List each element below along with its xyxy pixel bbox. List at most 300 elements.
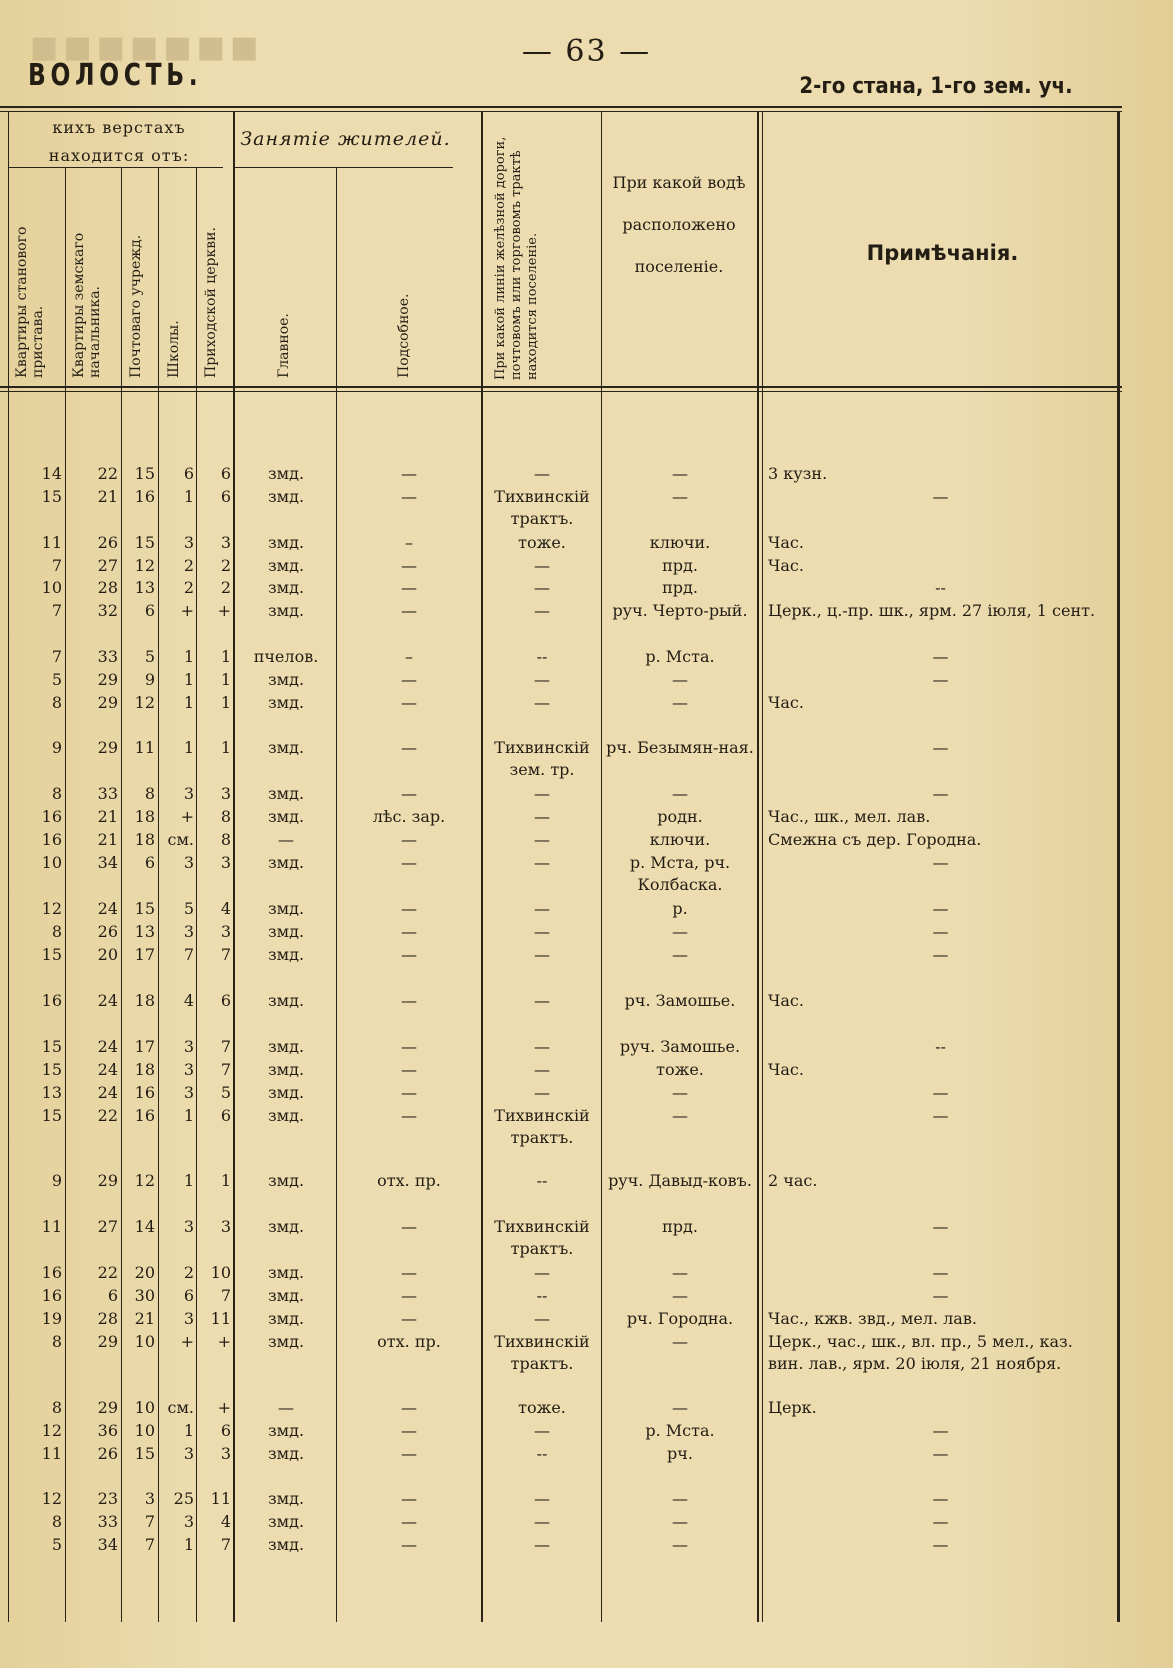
post-distance: 15 xyxy=(134,899,155,918)
aux-occupation: — xyxy=(401,1263,417,1282)
church-distance: 10 xyxy=(210,1263,231,1282)
zemsky-distance: 24 xyxy=(97,899,118,918)
water-body: — xyxy=(672,670,688,689)
school-distance: + xyxy=(180,601,194,620)
church-distance: 3 xyxy=(220,784,231,803)
school-distance: 1 xyxy=(183,738,194,757)
right-heading: 2-го стана, 1-го зем. уч. xyxy=(799,74,1073,99)
water-body: — xyxy=(672,1083,688,1102)
church-distance: 1 xyxy=(220,693,231,712)
school-distance: 1 xyxy=(183,1171,194,1190)
aux-occupation: — xyxy=(401,991,417,1010)
left-heading: ВОЛОСТЬ. xyxy=(28,58,203,93)
road-route: -- xyxy=(536,1171,548,1190)
main-occupation: змд. xyxy=(267,1037,305,1056)
aux-occupation: – xyxy=(405,533,413,552)
column-line xyxy=(336,168,337,1622)
stanovoy-distance: 12 xyxy=(41,1421,62,1440)
post-distance: 18 xyxy=(134,830,155,849)
notes-cell: — xyxy=(932,647,949,666)
water-body: руч. Замошье. xyxy=(619,1037,741,1056)
road-route: -- xyxy=(536,1444,548,1463)
notes-cell: — xyxy=(932,784,949,803)
zemsky-distance: 32 xyxy=(97,601,118,620)
post-distance: 12 xyxy=(134,693,155,712)
notes-cell: — xyxy=(932,670,949,689)
church-distance: + xyxy=(217,1332,231,1351)
school-distance: 3 xyxy=(183,853,194,872)
post-distance: 12 xyxy=(134,556,155,575)
school-distance: 3 xyxy=(183,1083,194,1102)
church-distance: 7 xyxy=(220,1286,231,1305)
water-body: — xyxy=(672,1398,688,1417)
post-distance: 16 xyxy=(134,487,155,506)
zemsky-distance: 26 xyxy=(97,922,118,941)
zemsky-distance: 6 xyxy=(107,1286,118,1305)
church-distance: 7 xyxy=(220,1037,231,1056)
zemsky-distance: 33 xyxy=(97,647,118,666)
road-route: — xyxy=(534,1512,550,1531)
column-line xyxy=(8,112,9,1622)
occupation-subrule xyxy=(233,167,453,168)
post-distance: 18 xyxy=(134,807,155,826)
water-body: — xyxy=(672,945,688,964)
notes-cell: 2 час. xyxy=(768,1171,818,1190)
road-route: Тихвинскій трактъ. xyxy=(494,1217,590,1258)
church-distance: 3 xyxy=(220,1217,231,1236)
road-route: -- xyxy=(536,1286,548,1305)
aux-occupation: — xyxy=(401,578,417,597)
notes-cell: Час. xyxy=(768,693,804,712)
aux-occupation: — xyxy=(401,1286,417,1305)
stanovoy-distance: 7 xyxy=(51,556,62,575)
zemsky-distance: 22 xyxy=(97,1263,118,1282)
water-body: — xyxy=(672,784,688,803)
church-distance: 1 xyxy=(220,670,231,689)
post-distance: 17 xyxy=(134,945,155,964)
main-occupation: змд. xyxy=(267,1421,305,1440)
zemsky-distance: 26 xyxy=(97,1444,118,1463)
church-header: Приходской церкви. xyxy=(203,227,219,378)
aux-occupation: — xyxy=(401,922,417,941)
stanovoy-distance: 8 xyxy=(51,1512,62,1531)
stanovoy-distance: 9 xyxy=(51,1171,62,1190)
stanovoy-distance: 7 xyxy=(51,601,62,620)
school-header: Школы. xyxy=(166,320,182,378)
road-route: — xyxy=(534,807,550,826)
church-distance: 6 xyxy=(220,464,231,483)
header-bottom-rule-thin xyxy=(0,391,1122,392)
church-distance: 8 xyxy=(220,830,231,849)
notes-cell: Час., кжв. звд., мел. лав. xyxy=(768,1309,977,1328)
water-body: — xyxy=(672,464,688,483)
church-distance: 1 xyxy=(220,738,231,757)
water-body: — xyxy=(672,1286,688,1305)
stanovoy-distance: 8 xyxy=(51,1398,62,1417)
school-distance: 4 xyxy=(183,991,194,1010)
zemsky-distance: 21 xyxy=(97,487,118,506)
notes-cell: Час. xyxy=(768,533,804,552)
road-route: — xyxy=(534,853,550,872)
aux-occupation: — xyxy=(401,601,417,620)
church-distance: 3 xyxy=(220,922,231,941)
post-distance: 30 xyxy=(134,1286,155,1305)
bleed-through-text: ■■■■■■■ xyxy=(30,30,264,65)
main-occupation: змд. xyxy=(267,1332,305,1351)
stanovoy-distance: 8 xyxy=(51,693,62,712)
water-body: — xyxy=(672,1535,688,1554)
school-distance: 1 xyxy=(183,647,194,666)
road-route: — xyxy=(534,601,550,620)
road-route: — xyxy=(534,1535,550,1554)
road-route: — xyxy=(534,991,550,1010)
water-body: рч. Безымян-ная. xyxy=(606,738,754,757)
church-distance: 5 xyxy=(220,1083,231,1102)
aux-occupation: — xyxy=(401,830,417,849)
occupation-header: Занятіе жителей. xyxy=(240,128,451,150)
main-occupation: змд. xyxy=(267,1171,305,1190)
school-distance: 3 xyxy=(183,1309,194,1328)
road-route: — xyxy=(534,945,550,964)
zemsky-distance: 33 xyxy=(97,1512,118,1531)
water-body: р. xyxy=(672,899,688,918)
aux-occupation: — xyxy=(401,1309,417,1328)
church-distance: 3 xyxy=(220,533,231,552)
post-distance: 12 xyxy=(134,1171,155,1190)
zemsky-distance: 24 xyxy=(97,1083,118,1102)
zemsky-distance: 24 xyxy=(97,1037,118,1056)
road-route: — xyxy=(534,1083,550,1102)
aux-occupation: — xyxy=(401,670,417,689)
main-occupation: змд. xyxy=(267,1060,305,1079)
church-distance: 6 xyxy=(220,487,231,506)
stanovoy-header: Квартиры станового пристава. xyxy=(14,226,46,378)
main-occupation: змд. xyxy=(267,1309,305,1328)
column-line xyxy=(601,112,602,1622)
main-occupation: змд. xyxy=(267,1217,305,1236)
church-distance: 3 xyxy=(220,853,231,872)
main-occupation: — xyxy=(278,1398,294,1417)
aux-occupation: отх. пр. xyxy=(377,1171,441,1190)
road-route: Тихвинскій трактъ. xyxy=(494,487,590,528)
water-body: руч. Давыд-ковъ. xyxy=(608,1171,752,1190)
stanovoy-distance: 11 xyxy=(41,1444,62,1463)
post-distance: 9 xyxy=(144,670,155,689)
page-number: — 63 — xyxy=(521,34,652,69)
school-distance: см. xyxy=(167,830,194,849)
school-distance: 3 xyxy=(183,784,194,803)
aux-occupation: — xyxy=(401,693,417,712)
church-distance: + xyxy=(217,1398,231,1417)
notes-cell: Церк., ц.-пр. шк., ярм. 27 іюля, 1 сент. xyxy=(768,601,1096,620)
post-distance: 15 xyxy=(134,464,155,483)
post-distance: 16 xyxy=(134,1083,155,1102)
main-occupation: змд. xyxy=(267,693,305,712)
stanovoy-distance: 16 xyxy=(41,991,62,1010)
church-distance: 6 xyxy=(220,1106,231,1125)
aux-occupation: — xyxy=(401,945,417,964)
column-line xyxy=(762,112,763,1622)
school-distance: 2 xyxy=(183,556,194,575)
post-distance: 17 xyxy=(134,1037,155,1056)
road-route: — xyxy=(534,670,550,689)
water-body: р. Мста. xyxy=(645,1421,715,1440)
main-occupation: змд. xyxy=(267,1444,305,1463)
notes-cell: Церк. xyxy=(768,1398,817,1417)
notes-cell: — xyxy=(932,1512,949,1531)
main-occupation: змд. xyxy=(267,578,305,597)
school-distance: 3 xyxy=(183,1217,194,1236)
post-distance: 18 xyxy=(134,1060,155,1079)
notes-cell: Церк., час., шк., вл. пр., 5 мел., каз. вин. лав., ярм. 20 іюля, 21 ноября. xyxy=(768,1332,1073,1373)
main-occupation: змд. xyxy=(267,533,305,552)
road-route: тоже. xyxy=(518,533,566,552)
zemsky-distance: 24 xyxy=(97,991,118,1010)
main-occupation: — xyxy=(278,830,294,849)
notes-cell: -- xyxy=(935,1037,946,1056)
notes-cell: — xyxy=(932,899,949,918)
school-distance: + xyxy=(180,1332,194,1351)
aux-occupation: — xyxy=(401,464,417,483)
post-distance: 7 xyxy=(144,1512,155,1531)
stanovoy-distance: 14 xyxy=(41,464,62,483)
road-route: — xyxy=(534,922,550,941)
church-distance: 6 xyxy=(220,991,231,1010)
stanovoy-distance: 19 xyxy=(41,1309,62,1328)
school-distance: 2 xyxy=(183,578,194,597)
notes-cell: — xyxy=(932,1421,949,1440)
school-distance: 6 xyxy=(183,1286,194,1305)
water-body: — xyxy=(672,487,688,506)
main-occupation: змд. xyxy=(267,601,305,620)
school-distance: 3 xyxy=(183,922,194,941)
water-body: — xyxy=(672,1263,688,1282)
water-body: рч. Замошье. xyxy=(624,991,736,1010)
road-route: — xyxy=(534,830,550,849)
church-distance: 11 xyxy=(210,1489,231,1508)
church-distance: 7 xyxy=(220,1060,231,1079)
water-body: рч. Городна. xyxy=(626,1309,734,1328)
zemsky-distance: 28 xyxy=(97,1309,118,1328)
church-distance: 3 xyxy=(220,1444,231,1463)
road-route: — xyxy=(534,578,550,597)
column-line xyxy=(481,112,483,1622)
road-route: Тихвинскій зем. тр. xyxy=(494,738,590,779)
zemsky-distance: 21 xyxy=(97,830,118,849)
stanovoy-distance: 8 xyxy=(51,922,62,941)
notes-cell: — xyxy=(932,1489,949,1508)
aux-occupation: — xyxy=(401,1037,417,1056)
church-distance: 7 xyxy=(220,1535,231,1554)
road-route: — xyxy=(534,1263,550,1282)
road-route: — xyxy=(534,784,550,803)
post-distance: 8 xyxy=(144,784,155,803)
water-body: рч. xyxy=(667,1444,693,1463)
stanovoy-distance: 13 xyxy=(41,1083,62,1102)
water-body: ключи. xyxy=(649,533,711,552)
aux-occupation: — xyxy=(401,556,417,575)
stanovoy-distance: 5 xyxy=(51,670,62,689)
notes-cell: -- xyxy=(935,578,946,597)
railway-header: При какой линіи желѣзной дороги, почтовомъ или торговомъ трактѣ находится поселеніе. xyxy=(493,136,540,380)
stanovoy-distance: 10 xyxy=(41,578,62,597)
post-distance: 21 xyxy=(134,1309,155,1328)
stanovoy-distance: 15 xyxy=(41,487,62,506)
zemsky-distance: 27 xyxy=(97,556,118,575)
post-distance: 10 xyxy=(134,1332,155,1351)
post-distance: 16 xyxy=(134,1106,155,1125)
water-body: руч. Черто-рый. xyxy=(612,601,748,620)
road-route: — xyxy=(534,899,550,918)
school-distance: 1 xyxy=(183,487,194,506)
header-bottom-rule xyxy=(0,386,1122,388)
zemsky-distance: 24 xyxy=(97,1060,118,1079)
aux-occupation: — xyxy=(401,1489,417,1508)
school-distance: 1 xyxy=(183,693,194,712)
notes-cell: 3 кузн. xyxy=(768,464,828,483)
aux-occupation: — xyxy=(401,1060,417,1079)
stanovoy-distance: 16 xyxy=(41,830,62,849)
road-route: тоже. xyxy=(518,1398,566,1417)
stanovoy-distance: 15 xyxy=(41,1106,62,1125)
notes-cell: — xyxy=(932,922,949,941)
zemsky-distance: 20 xyxy=(97,945,118,964)
column-line xyxy=(121,168,122,1622)
road-route: Тихвинскій трактъ. xyxy=(494,1106,590,1147)
stanovoy-distance: 5 xyxy=(51,1535,62,1554)
notes-cell: — xyxy=(932,1286,949,1305)
zemsky-distance: 26 xyxy=(97,533,118,552)
church-distance: 7 xyxy=(220,945,231,964)
road-route: — xyxy=(534,1060,550,1079)
aux-occupation: — xyxy=(401,899,417,918)
zemsky-distance: 28 xyxy=(97,578,118,597)
main-occupation: змд. xyxy=(267,1489,305,1508)
post-distance: 6 xyxy=(144,853,155,872)
main-occupation: змд. xyxy=(267,1535,305,1554)
notes-cell: Час. xyxy=(768,1060,804,1079)
stanovoy-distance: 10 xyxy=(41,853,62,872)
main-occupation: змд. xyxy=(267,487,305,506)
main-occupation: змд. xyxy=(267,1512,305,1531)
road-route: — xyxy=(534,693,550,712)
aux-occupation: — xyxy=(401,1535,417,1554)
notes-cell: — xyxy=(932,1444,949,1463)
notes-cell: Час. xyxy=(768,556,804,575)
post-distance: 10 xyxy=(134,1421,155,1440)
zemsky-distance: 36 xyxy=(97,1421,118,1440)
stanovoy-distance: 11 xyxy=(41,1217,62,1236)
water-body: родн. xyxy=(657,807,703,826)
school-distance: 3 xyxy=(183,1037,194,1056)
water-body: — xyxy=(672,1106,688,1125)
main-occupation: змд. xyxy=(267,853,305,872)
school-distance: + xyxy=(180,807,194,826)
post-distance: 11 xyxy=(134,738,155,757)
school-distance: 1 xyxy=(183,1106,194,1125)
road-route: Тихвинскій трактъ. xyxy=(494,1332,590,1373)
school-distance: 7 xyxy=(183,945,194,964)
water-body: — xyxy=(672,693,688,712)
zemsky-distance: 29 xyxy=(97,693,118,712)
road-route: — xyxy=(534,1037,550,1056)
post-distance: 13 xyxy=(134,922,155,941)
school-distance: 1 xyxy=(183,670,194,689)
stanovoy-distance: 15 xyxy=(41,945,62,964)
notes-cell: — xyxy=(932,1535,949,1554)
main-occupation: змд. xyxy=(267,899,305,918)
notes-cell: Смежна съ дер. Городна. xyxy=(768,830,982,849)
water-body: р. Мста. xyxy=(645,647,715,666)
stanovoy-distance: 8 xyxy=(51,784,62,803)
aux-occupation: — xyxy=(401,784,417,803)
road-route: — xyxy=(534,464,550,483)
church-distance: 11 xyxy=(210,1309,231,1328)
aux-occupation: — xyxy=(401,1106,417,1125)
church-distance: 1 xyxy=(220,1171,231,1190)
zemsky-distance: 27 xyxy=(97,1217,118,1236)
notes-cell: — xyxy=(932,1106,949,1125)
notes-cell: Час., шк., мел. лав. xyxy=(768,807,931,826)
main-occupation: змд. xyxy=(267,556,305,575)
post-distance: 3 xyxy=(144,1489,155,1508)
church-distance: + xyxy=(217,601,231,620)
column-line xyxy=(757,112,759,1622)
school-distance: 1 xyxy=(183,1421,194,1440)
zemsky-distance: 29 xyxy=(97,738,118,757)
main-occupation: змд. xyxy=(267,945,305,964)
notes-cell: — xyxy=(932,1263,949,1282)
aux-occupation: — xyxy=(401,1217,417,1236)
aux-occupation: — xyxy=(401,1444,417,1463)
water-body: р. Мста, рч. Колбаска. xyxy=(629,853,731,894)
zemsky-distance: 21 xyxy=(97,807,118,826)
main-occupation: змд. xyxy=(267,1083,305,1102)
water-body: тоже. xyxy=(656,1060,704,1079)
top-rule-thin xyxy=(0,111,1122,112)
aux-occupation: — xyxy=(401,1421,417,1440)
aux-occupation: лѣс. зар. xyxy=(372,807,446,826)
right-border xyxy=(1117,112,1120,1622)
main-occupation-header: Главное. xyxy=(276,313,292,378)
zemsky-distance: 34 xyxy=(97,853,118,872)
school-distance: 3 xyxy=(183,1512,194,1531)
stanovoy-distance: 8 xyxy=(51,1332,62,1351)
water-body: прд. xyxy=(662,1217,698,1236)
notes-cell: — xyxy=(932,738,949,757)
column-line xyxy=(233,112,235,1622)
stanovoy-distance: 9 xyxy=(51,738,62,757)
school-distance: 5 xyxy=(183,899,194,918)
column-line xyxy=(158,168,159,1622)
school-distance: 6 xyxy=(183,464,194,483)
stanovoy-distance: 12 xyxy=(41,1489,62,1508)
aux-occupation: — xyxy=(401,738,417,757)
aux-occupation-header: Подсобное. xyxy=(396,293,412,378)
notes-cell: — xyxy=(932,487,949,506)
water-body: — xyxy=(672,922,688,941)
main-occupation: змд. xyxy=(267,1286,305,1305)
aux-occupation: — xyxy=(401,487,417,506)
church-distance: 8 xyxy=(220,807,231,826)
road-route: -- xyxy=(536,647,548,666)
stanovoy-distance: 15 xyxy=(41,1037,62,1056)
church-distance: 2 xyxy=(220,556,231,575)
post-distance: 14 xyxy=(134,1217,155,1236)
post-header: Почтоваго учрежд. xyxy=(128,234,144,378)
post-distance: 15 xyxy=(134,1444,155,1463)
water-body: ключи. xyxy=(649,830,711,849)
